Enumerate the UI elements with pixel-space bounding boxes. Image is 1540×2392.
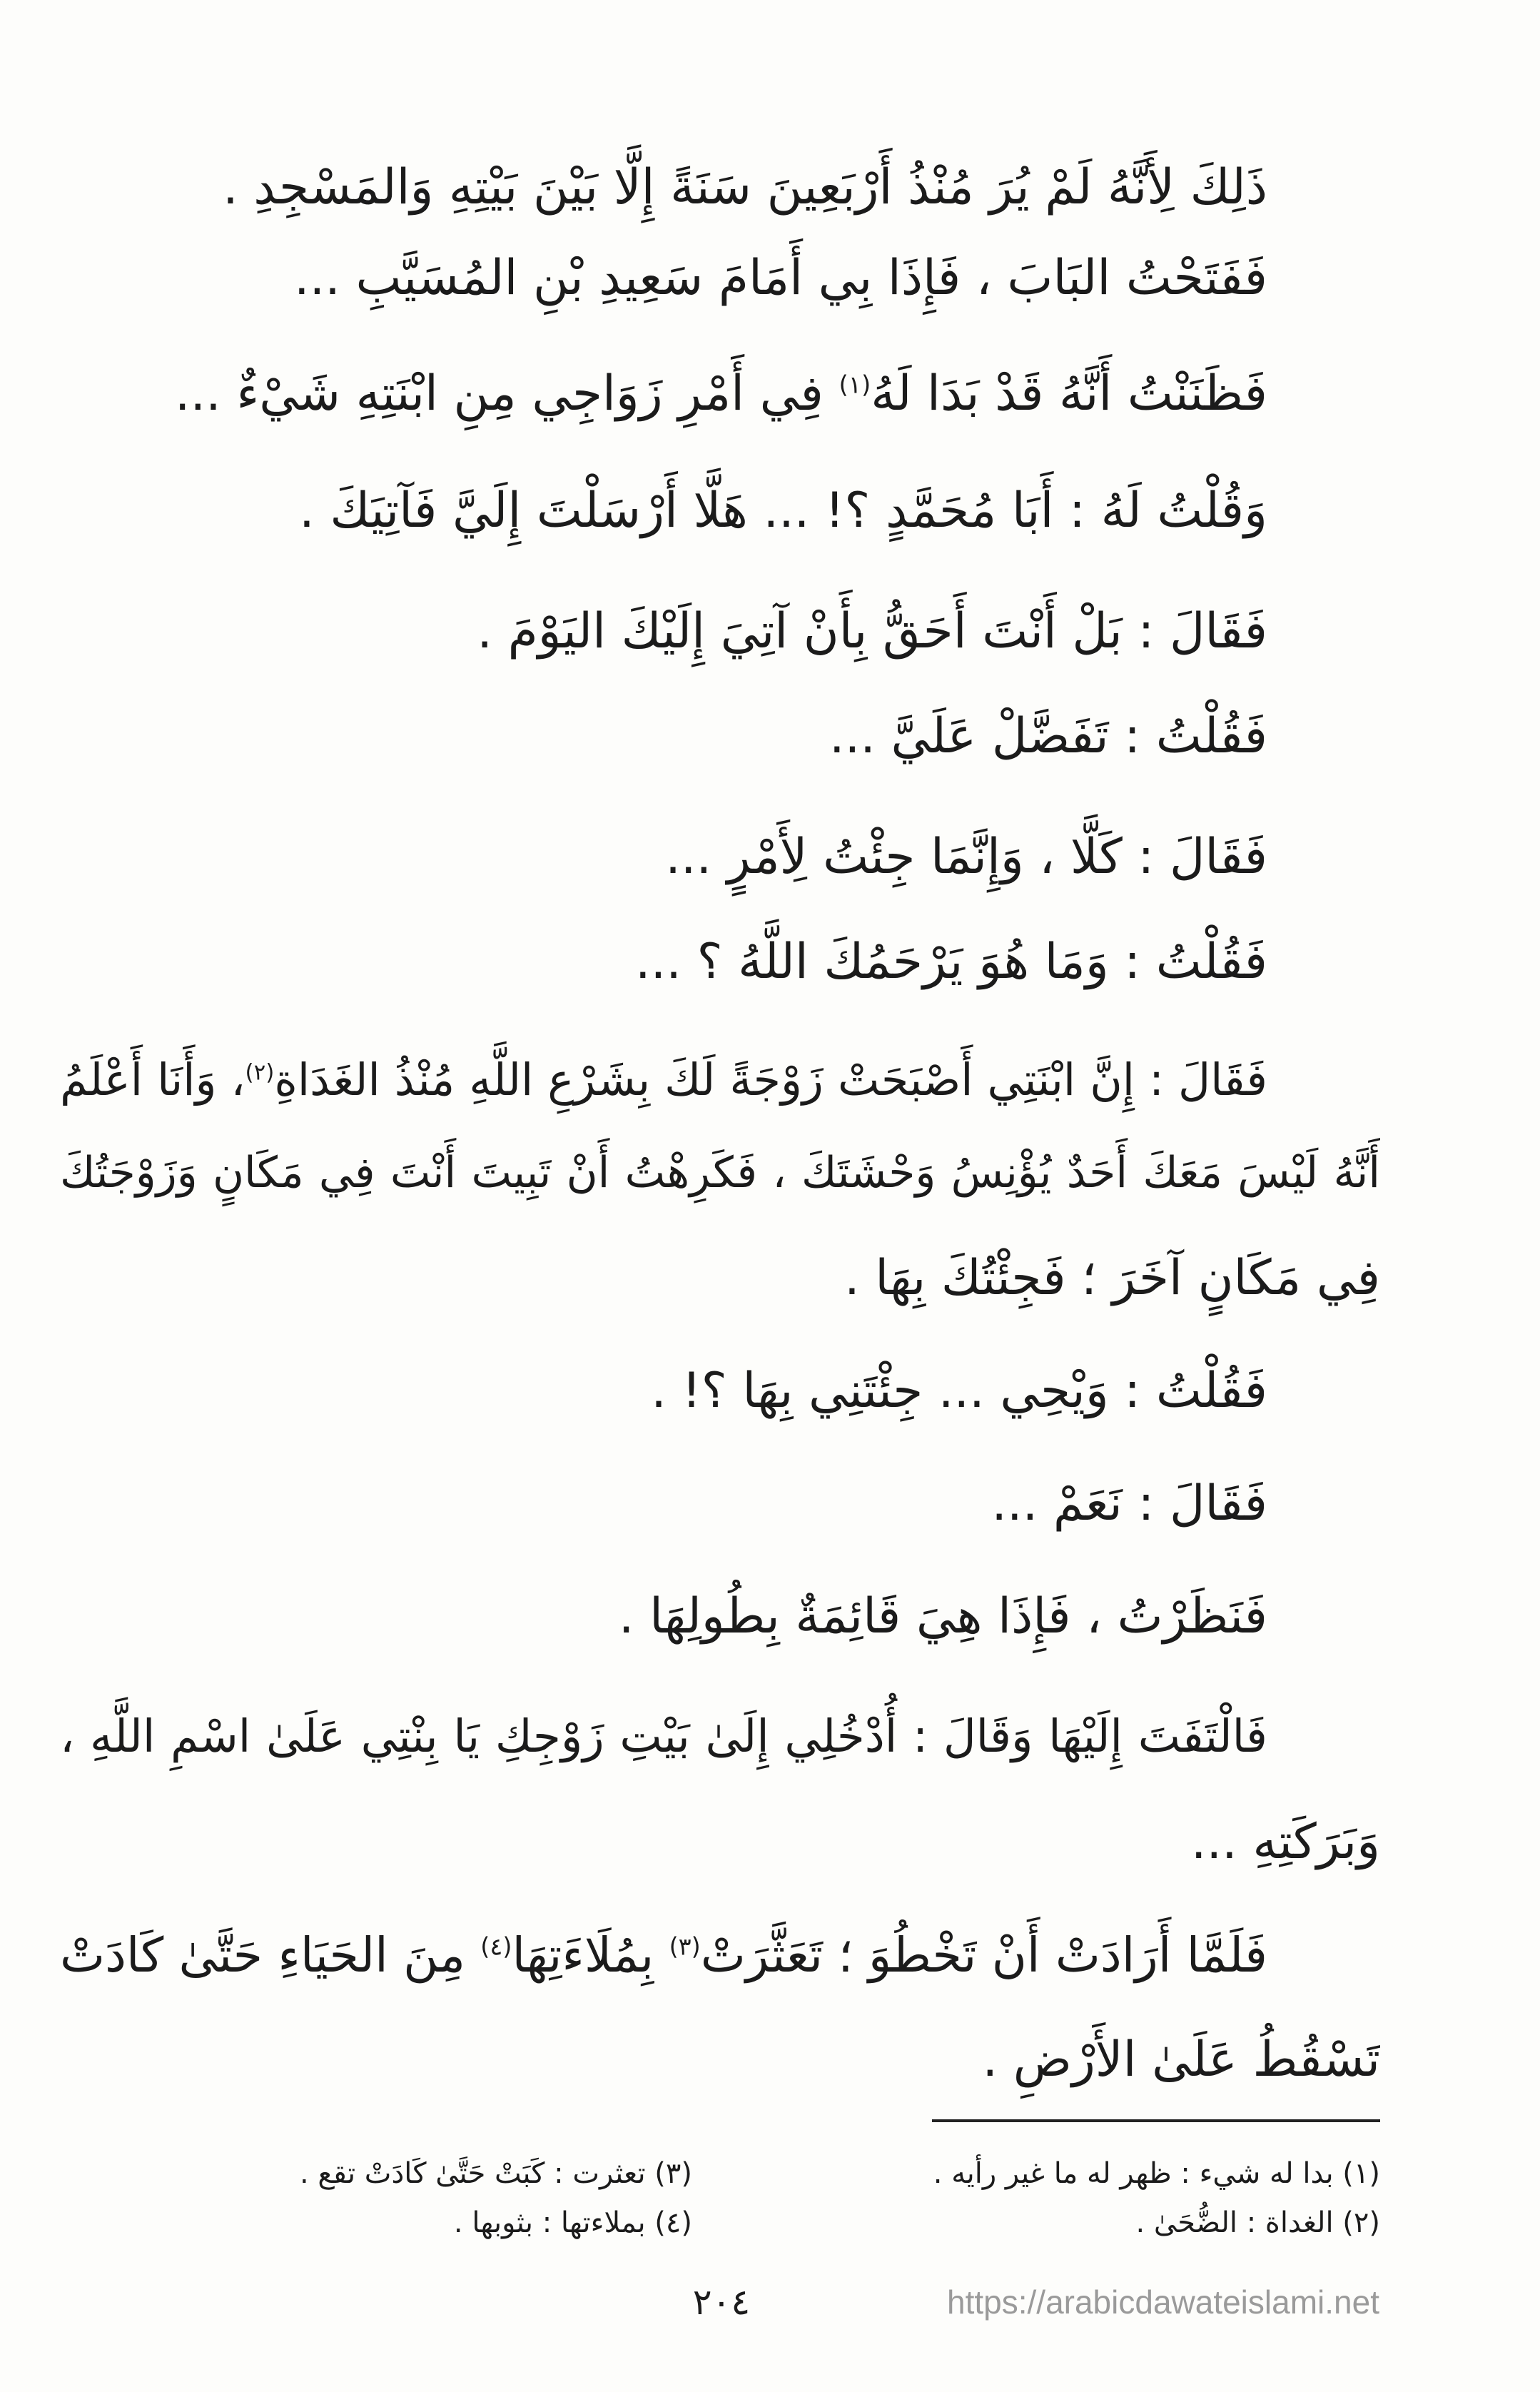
text-segment: ، وَأَنَا أَعْلَمُ	[60, 1054, 245, 1106]
footnote-marker-3: (٣)	[669, 1932, 701, 1961]
text-segment: فِي أَمْرِ زَوَاجِي مِنِ ابْنَتِهِ شَيْءٌ ...	[174, 365, 839, 422]
text-line-11: فَقَالَ : نَعَمْ ...	[991, 1475, 1267, 1532]
text-line-4: وَقُلْتُ لَهُ : أَبَا مُحَمَّدٍ ؟! ... هَلَّا أَرْسَلْتَ إِلَيَّ فَآتِيَكَ .	[299, 483, 1267, 539]
text-line-13b: وَبَرَكَتِهِ ...	[1190, 1814, 1380, 1870]
text-line-3	[60, 340, 1267, 448]
text-segment: فَلَمَّا أَرَادَتْ أَنْ تَخْطُوَ ؛ تَعَثَّرَتْ	[700, 1927, 1267, 1983]
footnote-marker-4: (٤)	[480, 1932, 512, 1961]
text-line-13a: فَالْتَفَتَ إِلَيْهَا وَقَالَ : أُدْخُلِي إِلَىٰ بَيْتِ زَوْجِكِ يَا بِنْتِي عَلَىٰ اسْمِ اللَّهِ ،	[60, 1710, 1267, 1762]
footnote-1: (١) بدا له شيء : ظهر له ما غير رأيه .	[933, 2157, 1380, 2190]
text-segment: فَقَالَ : إِنَّ ابْنَتِي أَصْبَحَتْ زَوْجَةً لَكَ بِشَرْعِ اللَّهِ مُنْذُ الغَدَاةِ	[274, 1054, 1267, 1106]
text-line-2: فَفَتَحْتُ البَابَ ، فَإِذَا بِي أَمَامَ سَعِيدِ بْنِ المُسَيَّبِ ...	[294, 250, 1267, 306]
text-line-5: فَقَالَ : بَلْ أَنْتَ أَحَقُّ بِأَنْ آتِيَ إِلَيْكَ اليَوْمَ .	[477, 603, 1267, 660]
text-line-12: فَنَظَرْتُ ، فَإِذَا هِيَ قَائِمَةٌ بِطُولِهَا .	[618, 1588, 1267, 1645]
text-line-8: فَقُلْتُ : وَمَا هُوَ يَرْحَمُكَ اللَّهُ ؟ ...	[635, 934, 1267, 990]
text-segment: بِمُلَاءَتِهَا	[512, 1927, 669, 1983]
footnote-marker-1: (١)	[839, 370, 871, 400]
text-line-1: ذَلِكَ لِأَنَّهُ لَمْ يُرَ مُنْذُ أَرْبَعِينَ سَنَةً إِلَّا بَيْنَ بَيْتِهِ وَالمَسْجِدِ .	[223, 159, 1267, 216]
footnote-marker-2: (٢)	[245, 1059, 275, 1086]
footnote-separator	[932, 2119, 1380, 2122]
text-line-6: فَقُلْتُ : تَفَضَّلْ عَلَيَّ ...	[829, 708, 1267, 764]
text-line-9a	[60, 1026, 1267, 1134]
footnote-2: (٢) الغداة : الضُّحَىٰ .	[1135, 2206, 1380, 2239]
footnote-4: (٤) بملاءتها : بثوبها .	[453, 2206, 692, 2239]
text-segment: مِنَ الحَيَاءِ حَتَّىٰ كَادَتْ	[60, 1927, 481, 1983]
footnote-3: (٣) تعثرت : كَبَتْ حَتَّىٰ كَادَتْ تقع .	[299, 2157, 692, 2190]
text-line-14b: تَسْقُطُ عَلَىٰ الأَرْضِ .	[982, 2032, 1380, 2088]
page-number: ٢٠٤	[692, 2281, 751, 2323]
text-line-7: فَقَالَ : كَلَّا ، وَإِنَّمَا جِئْتُ لِأَمْرٍ ...	[665, 829, 1267, 885]
text-line-10: فَقُلْتُ : وَيْحِي ... جِئْتَنِي بِهَا ؟! .	[651, 1363, 1267, 1419]
watermark-url: https://arabicdawateislami.net	[947, 2283, 1379, 2321]
text-line-9b: أَنَّهُ لَيْسَ مَعَكَ أَحَدٌ يُؤْنِسُ وَحْشَتَكَ ، فَكَرِهْتُ أَنْ تَبِيتَ أَنْتَ فِي مَكَانٍ وَزَوْجَتُكَ	[60, 1148, 1380, 1198]
text-line-9c: فِي مَكَانٍ آخَرَ ؛ فَجِئْتُكَ بِهَا .	[844, 1250, 1380, 1306]
text-segment: فَظَنَنْتُ أَنَّهُ قَدْ بَدَا لَهُ	[871, 365, 1267, 422]
text-line-14a	[60, 1902, 1267, 2009]
